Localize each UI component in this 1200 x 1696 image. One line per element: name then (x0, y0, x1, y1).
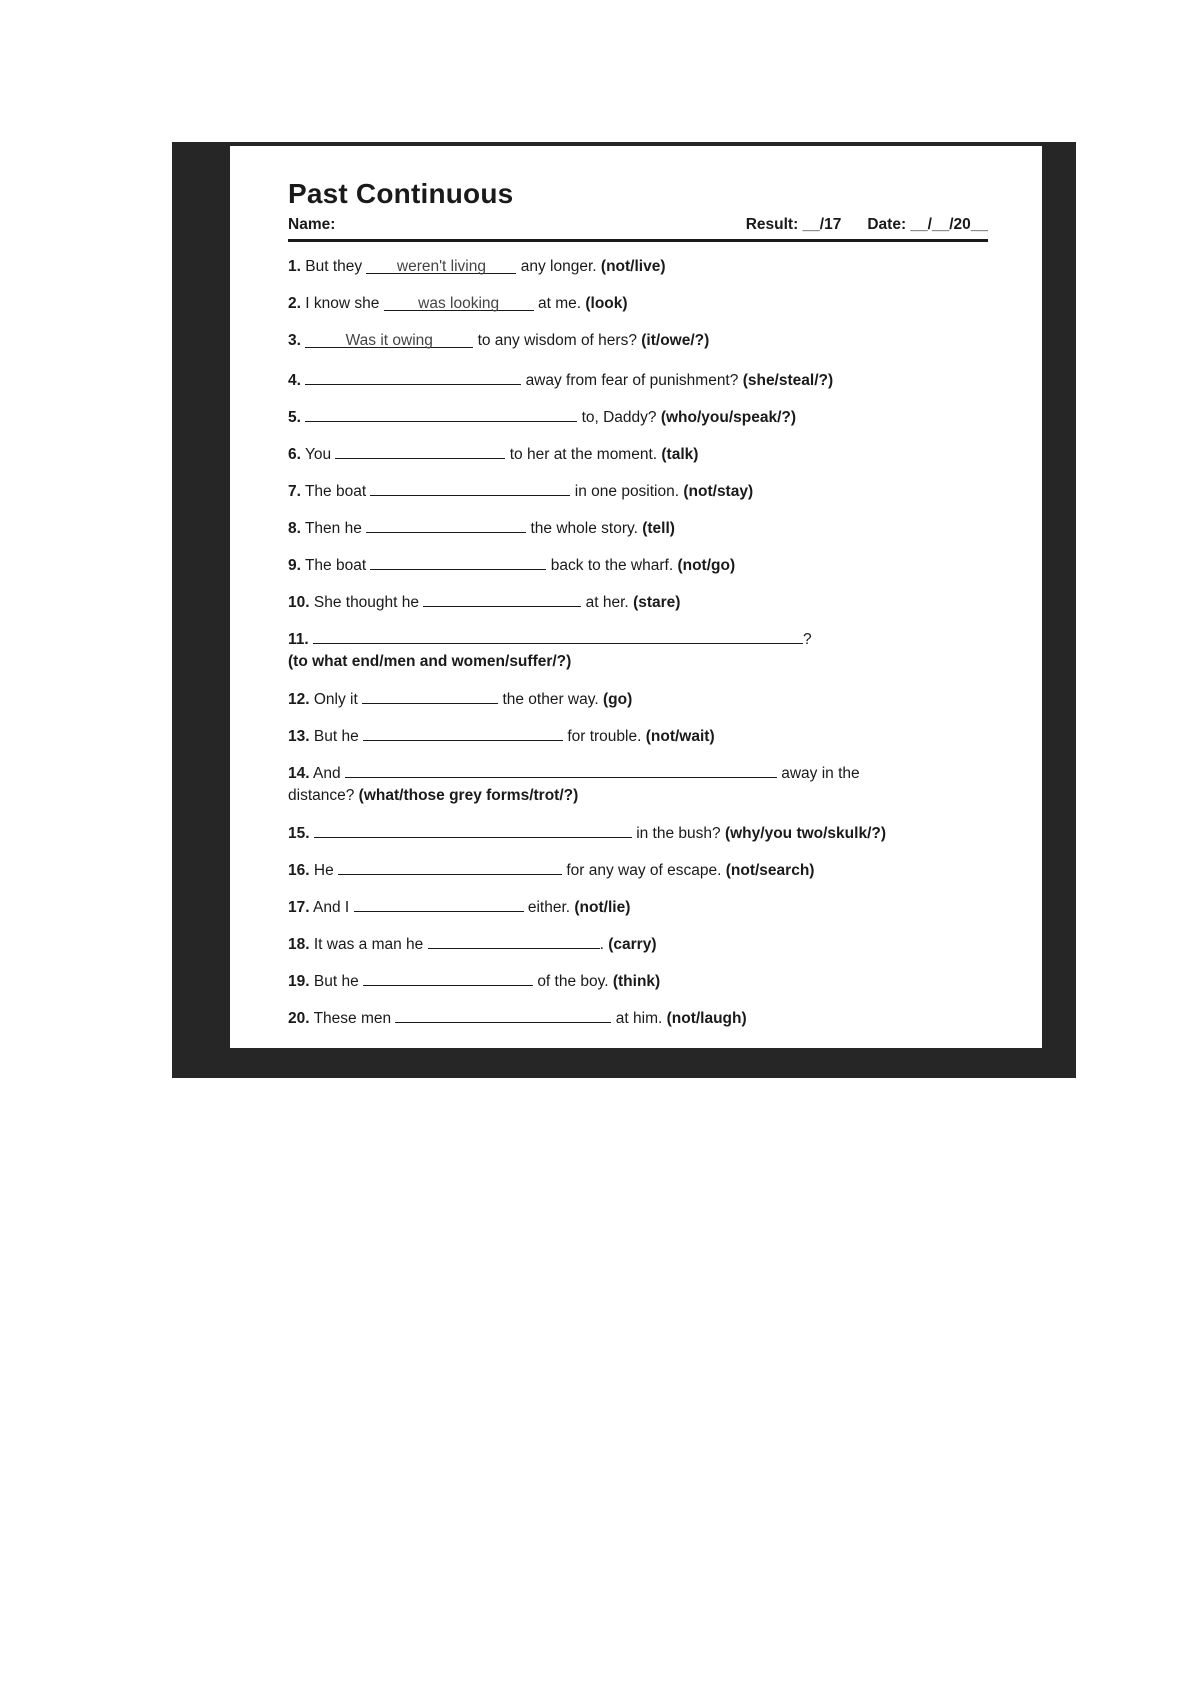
exercise-item (288, 626, 988, 673)
item-number: 10. (288, 594, 310, 611)
item-number: 17. (288, 899, 310, 916)
item-text-before: Then he (304, 520, 362, 537)
answer-blank[interactable] (395, 1005, 611, 1023)
item-text-after: at her. (585, 594, 629, 611)
item-text-after: . (599, 936, 604, 953)
item-text-after: away in the (781, 765, 860, 782)
item-hint: (not/stay) (683, 483, 754, 500)
item-text-before: She thought he (313, 594, 420, 611)
item-number: 7. (288, 483, 301, 500)
exercise-item (288, 589, 988, 614)
item-number: 12. (288, 691, 310, 708)
item-text-before: The boat (304, 557, 367, 574)
item-text-after: in one position. (574, 483, 680, 500)
answer-blank[interactable] (345, 760, 777, 778)
item-hint: (stare) (633, 594, 681, 611)
item-text-after: any longer. (520, 258, 597, 275)
exercise-item (288, 515, 988, 540)
item-text-after: to any wisdom of hers? (477, 332, 637, 349)
item-text-before: But they (305, 258, 363, 275)
answer-blank[interactable]: was looking (384, 293, 534, 311)
exercise-item (288, 256, 988, 278)
worksheet-page (230, 146, 1042, 1048)
item-text-before: And I (313, 899, 350, 916)
item-hint: (not/wait) (645, 728, 715, 745)
item-text-before: I know she (305, 295, 380, 312)
item-hint: (think) (612, 973, 661, 990)
item-text-after: at him. (615, 1010, 663, 1027)
document-frame (172, 142, 1076, 1078)
answer-blank[interactable] (305, 367, 521, 385)
exercise-item (288, 857, 988, 882)
worksheet-header (288, 216, 988, 234)
item-text-after: back to the wharf. (550, 557, 674, 574)
exercise-item (288, 820, 988, 845)
item-text-after: of the boy. (537, 973, 609, 990)
item-text-before: But he (313, 728, 359, 745)
item-number: 20. (288, 1010, 310, 1027)
item-hint: (who/you/speak/?) (660, 409, 797, 426)
item-text-after: to her at the moment. (509, 446, 658, 463)
item-text-line2: distance? (288, 787, 355, 804)
worksheet-title: Past Continuous (288, 178, 514, 209)
answer-blank[interactable] (423, 589, 581, 607)
score-date-group (746, 216, 988, 234)
exercise-item (288, 931, 988, 956)
exercise-item (288, 552, 988, 577)
answer-blank[interactable] (370, 478, 570, 496)
answer-blank[interactable]: weren't living (366, 256, 516, 274)
item-hint: (not/laugh) (666, 1010, 747, 1027)
exercise-item (288, 723, 988, 748)
item-text-before: But he (313, 973, 359, 990)
item-number: 11. (288, 631, 309, 648)
item-continuation (288, 785, 988, 807)
answer-blank[interactable] (363, 723, 563, 741)
answer-blank[interactable] (305, 404, 577, 422)
exercise-item (288, 686, 988, 711)
item-number: 1. (288, 258, 301, 275)
item-hint: (why/you two/skulk/?) (724, 825, 887, 842)
item-hint: (it/owe/?) (641, 332, 710, 349)
item-number: 15. (288, 825, 310, 842)
item-hint: (look) (585, 295, 628, 312)
item-number: 18. (288, 936, 310, 953)
item-text-after: the other way. (502, 691, 599, 708)
item-hint: (tell) (642, 520, 675, 537)
date-label: Date: __/__/20__ (867, 216, 988, 233)
item-text-after: the whole story. (530, 520, 638, 537)
item-number: 9. (288, 557, 301, 574)
item-text-before: It was a man he (313, 936, 424, 953)
item-text-after: either. (527, 899, 571, 916)
answer-blank[interactable] (335, 441, 505, 459)
item-hint: (what/those grey forms/trot/?) (358, 787, 579, 804)
exercise-item (288, 968, 988, 993)
answer-blank[interactable]: Was it owing (305, 330, 473, 348)
item-number: 14. (288, 765, 310, 782)
item-hint: (go) (602, 691, 633, 708)
item-hint: (she/steal/?) (742, 372, 834, 389)
result-label: Result: __/17 (745, 216, 842, 233)
item-number: 3. (288, 332, 301, 349)
item-hint: (carry) (608, 936, 657, 953)
answer-blank[interactable] (313, 626, 803, 644)
item-hint: (to what end/men and women/suffer/?) (288, 653, 572, 670)
item-number: 19. (288, 973, 310, 990)
item-text-after: in the bush? (636, 825, 721, 842)
item-hint: (not/live) (600, 258, 666, 275)
item-hint: (not/go) (677, 557, 736, 574)
item-number: 4. (288, 372, 301, 389)
exercise-item (288, 367, 988, 392)
item-text-before: He (313, 862, 334, 879)
item-text-after: ? (803, 631, 812, 648)
answer-blank[interactable] (366, 515, 526, 533)
item-number: 8. (288, 520, 301, 537)
item-text-before: And (313, 765, 341, 782)
name-label: Name: (288, 216, 336, 233)
exercise-item (288, 1005, 988, 1030)
item-hint: (not/lie) (574, 899, 631, 916)
exercise-item (288, 478, 988, 503)
item-number: 16. (288, 862, 310, 879)
item-text-before: You (304, 446, 332, 463)
item-text-after: for trouble. (567, 728, 642, 745)
answer-blank[interactable] (363, 968, 533, 986)
header-divider (288, 239, 988, 242)
item-hint: (talk) (661, 446, 699, 463)
exercise-item (288, 404, 988, 429)
answer-blank[interactable] (338, 857, 562, 875)
item-text-after: to, Daddy? (581, 409, 657, 426)
exercise-item (288, 293, 988, 315)
item-number: 6. (288, 446, 301, 463)
exercise-item (288, 894, 988, 919)
item-number: 5. (288, 409, 301, 426)
item-text-before: Only it (313, 691, 358, 708)
answer-blank[interactable] (362, 686, 498, 704)
item-text-after: for any way of escape. (566, 862, 722, 879)
item-text-after: away from fear of punishment? (525, 372, 739, 389)
answer-blank[interactable] (354, 894, 524, 912)
answer-blank[interactable] (314, 820, 632, 838)
answer-blank[interactable] (428, 931, 600, 949)
exercise-item (288, 760, 988, 807)
item-number: 2. (288, 295, 301, 312)
item-text-before: The boat (304, 483, 367, 500)
item-text-before: These men (313, 1010, 392, 1027)
answer-blank[interactable] (370, 552, 546, 570)
exercise-item (288, 330, 988, 352)
item-text-after: at me. (537, 295, 582, 312)
item-hint: (not/search) (725, 862, 815, 879)
exercise-item (288, 441, 988, 466)
item-number: 13. (288, 728, 310, 745)
